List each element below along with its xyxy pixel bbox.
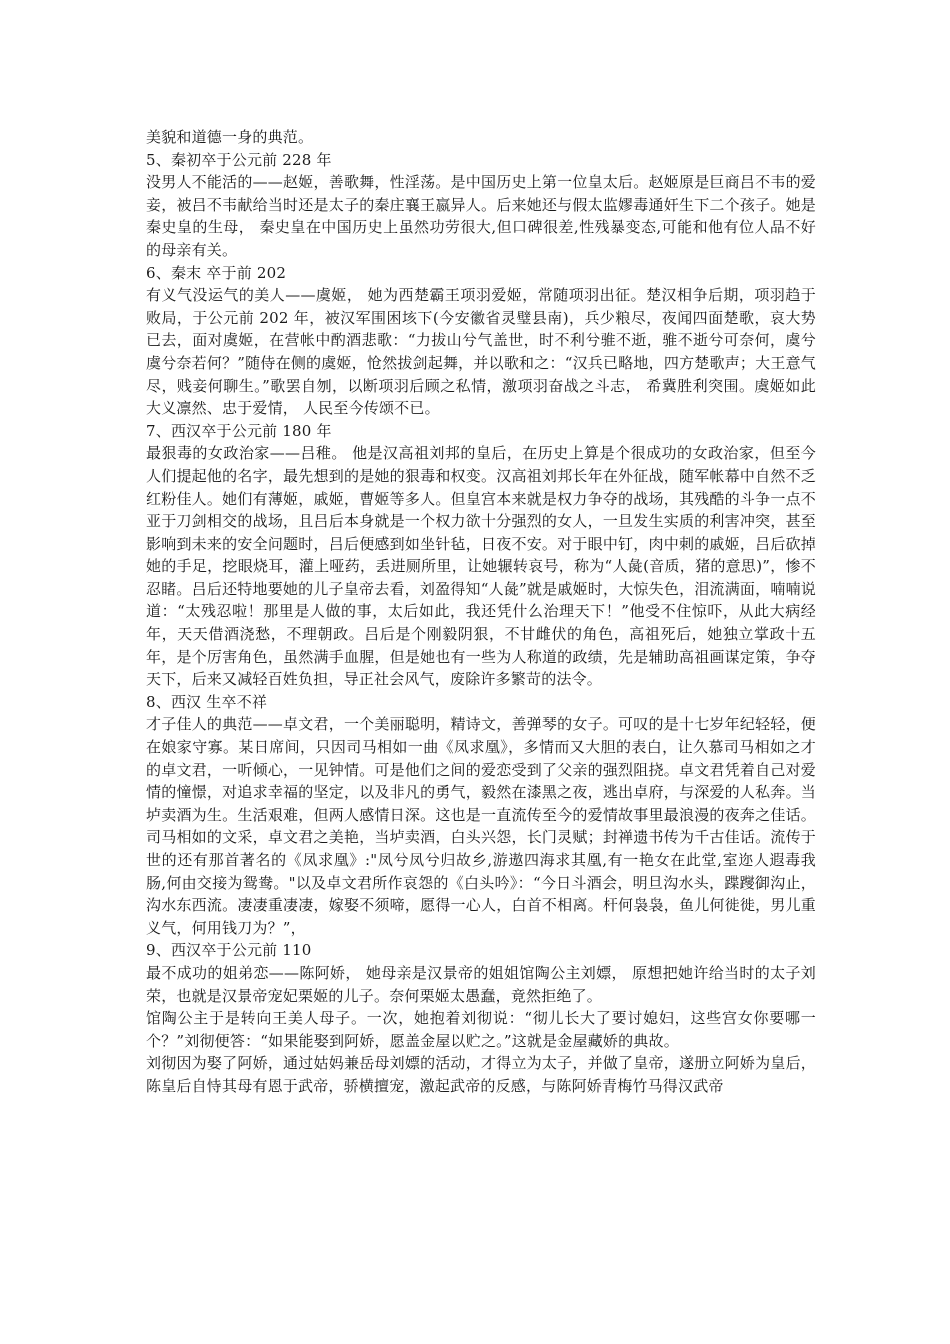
paragraph-zhao-ji: 没男人不能活的——赵姬，善歌舞，性淫荡。是中国历史上第一位皇太后。赵姬原是巨商吕不韦的爱妾，被吕不韦献给当时还是太子的秦庄襄王嬴异人。后来她还与假太监嫪毒通奸生下二个孩子。她是秦史皇的生母， 秦史皇在中国历史上虽然功劳很大,但口碑很差,性残暴变态,可能和他有位人品不好的母亲有关。: [146, 173, 816, 259]
paragraph-lu-zhi: 最狠毒的女政治家——吕稚。 他是汉高祖刘邦的皇后，在历史上算是个很成功的女政治家，但至今人们提起他的名字，最先想到的是她的狠毒和权变。汉高祖刘邦长年在外征战，随军帐幕中自然不乏红粉佳人。她们有薄姬，戚姬，曹姬等多人。但皇宫本来就是权力争夺的战场，其残酷的斗争一点不亚于刀剑相交的战场，且吕后本身就是一个权力欲十分强烈的女人，一旦发生实质的利害冲突，甚至影响到未来的安全问题时，吕后便感到如坐针毡，日夜不安。对于眼中钉，肉中刺的戚姬，吕后砍掉她的手足，挖眼烧耳，灌上哑药，丢进厕所里，让她辗转哀号，称为“人彘(音质，猪的意思)”，惨不忍睹。吕后还特地要她的儿子皇帝去看，刘盈得知“人彘”就是戚姬时，大惊失色，泪流满面，喃喃说道：“太残忍啦！那里是人做的事，太后如此，我还凭什么治理天下！”他受不住惊吓，从此大病经年，天天借酒浇愁，不理朝政。吕后是个刚毅阴狠，不甘雌伏的角色，高祖死后，她独立掌政十五年，是个厉害角色，虽然满手血腥，但是她也有一些为人称道的政绩，先是辅助高祖画谋定策，争夺天下，后来又减轻百姓负担，导正社会风气，废除许多繁苛的法令。: [146, 444, 816, 689]
paragraph-chen-ajiao-1: 最不成功的姐弟恋——陈阿娇， 她母亲是汉景帝的姐姐馆陶公主刘嫖， 原想把她许给当时的太子刘荣，也就是汉景帝宠妃栗姬的儿子。奈何栗姬太愚蠢，竟然拒绝了。: [146, 963, 816, 1005]
paragraph-zhuo-wenjun: 才子佳人的典范——卓文君，一个美丽聪明，精诗文，善弹琴的女子。可叹的是十七岁年纪轻轻，便在娘家守寡。某日席间，只因司马相如一曲《凤求凰》，多情而又大胆的表白，让久慕司马相如之才的卓文君，一听倾心，一见钟情。可是他们之间的爱恋受到了父亲的强烈阻挠。卓文君凭着自己对爱情的憧憬，对追求幸福的坚定，以及非凡的勇气，毅然在漆黑之夜，逃出卓府，与深爱的人私奔。当垆卖酒为生。生活艰难，但两人感情日深。这也是一直流传至今的爱情故事里最浪漫的夜奔之佳话。司马相如的文采，卓文君之美艳，当垆卖酒，白头兴怨，长门灵赋；封禅遗书传为千古佳话。流传于世的还有那首著名的《凤求凰》:"凤兮凤兮归故乡,游遨四海求其凰,有一艳女在此堂,室迩人遐毒我肠,何由交接为鸳鸯。"以及卓文君所作哀怨的《白头吟》：“今日斗酒会，明旦沟水头，蹀躞御沟止，沟水东西流。凄凄重凄凄，嫁娶不须啼，愿得一心人，白首不相离。杆何袅袅，鱼儿何徙徙，男儿重义气，何用钱刀为？”，: [146, 715, 816, 937]
section-heading-5: 5、秦初卒于公元前 228 年: [146, 150, 332, 169]
section-heading-6: 6、秦末 卒于前 202: [146, 263, 287, 282]
document-page: [146, 126, 816, 1098]
paragraph-chen-ajiao-2: 馆陶公主于是转向王美人母子。一次，她抱着刘彻说：“彻儿长大了要讨媳妇，这些宫女你要哪一个？”刘彻便答：“如果能娶到阿娇，愿盖金屋以贮之。”这就是金屋藏娇的典故。: [146, 1009, 816, 1050]
paragraph-intro-tail: 美貌和道德一身的典范。: [146, 128, 314, 146]
section-heading-8: 8、西汉 生卒不祥: [146, 692, 268, 711]
section-heading-7: 7、西汉卒于公元前 180 年: [146, 421, 332, 440]
paragraph-chen-ajiao-3: 刘彻因为娶了阿娇，通过姑妈兼岳母刘嫖的活动，才得立为太子，并做了皇帝，遂册立阿娇为皇后，陈皇后自恃其母有恩于武帝，骄横擅宠，激起武帝的反感，与陈阿娇青梅竹马得汉武帝: [146, 1054, 816, 1095]
section-heading-9: 9、西汉卒于公元前 110: [146, 941, 312, 960]
paragraph-yu-ji: 有义气没运气的美人——虞姬， 她为西楚霸王项羽爱姬，常随项羽出征。楚汉相争后期，项羽趋于败局，于公元前 202 年，被汉军围困垓下(今安徽省灵璧县南)，兵少粮尽，夜闻四面楚歌，哀大势已去，面对虞姬，在营帐中酌酒悲歌：“力拔山兮气盖世，时不利兮骓不逝，骓不逝兮可奈何，虞兮虞兮奈若何？”随侍在侧的虞姬，怆然拔剑起舞，并以歌和之：“汉兵已略地，四方楚歌声；大王意气尽，贱妾何聊生。”歌罢自刎，以断项羽后顾之私情，激项羽奋战之斗志， 希冀胜利突围。虞姬如此大义凛然、忠于爱情， 人民至今传颂不已。: [146, 286, 816, 418]
